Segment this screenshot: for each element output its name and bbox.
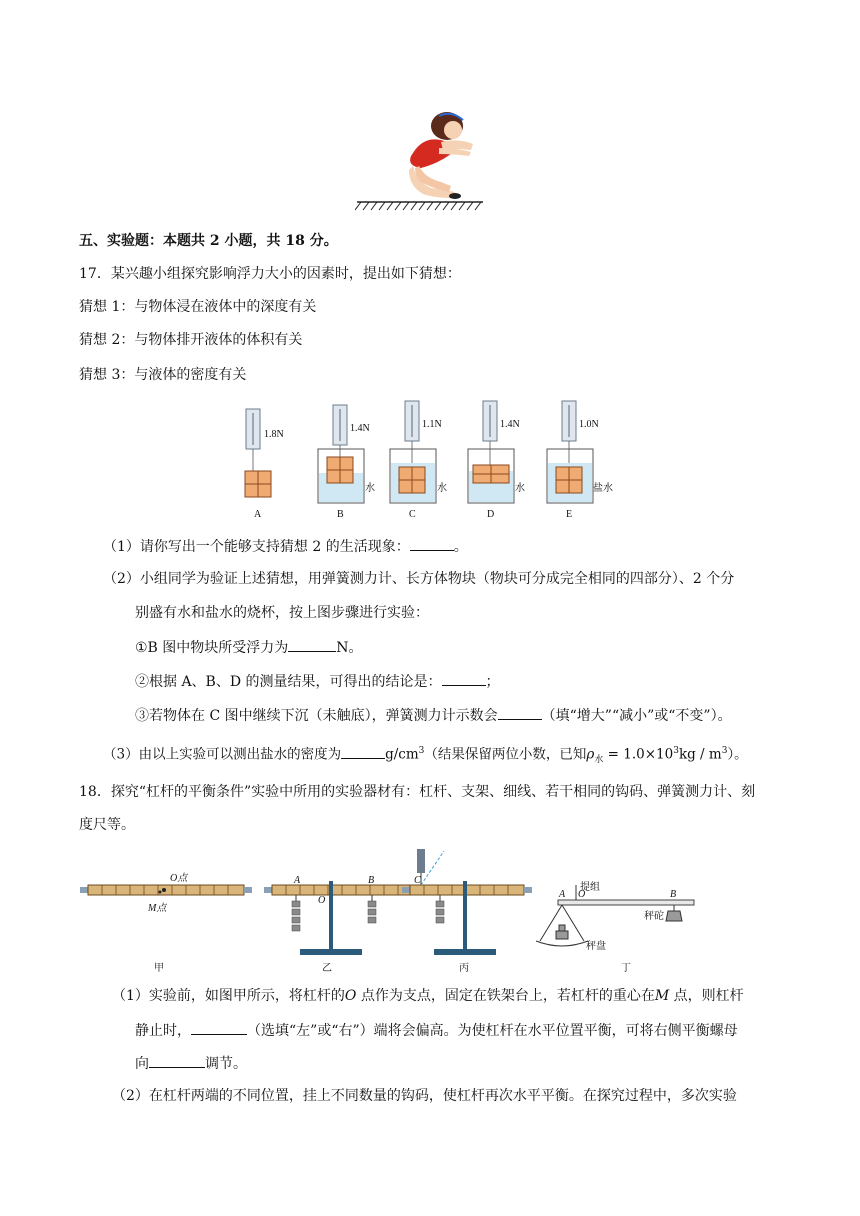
q18-p1-m: M	[654, 988, 670, 1004]
q17-unit-exp: 3	[418, 746, 425, 756]
label-o-point: O点	[170, 873, 188, 884]
caption-b: B	[337, 509, 344, 520]
q17-part-1	[103, 536, 468, 557]
reading-b: 1.4N	[350, 423, 370, 434]
q17-part-2-line-1: （2）小组同学为验证上述猜想，用弹簧测力计、长方体物块（物块可分成完全相同的四部分）、2 个分	[103, 571, 735, 587]
q18-p1-c: 点，则杠杆	[669, 988, 744, 1004]
q17-part-3-note: （结果保留两位小数，已知	[424, 746, 587, 763]
buoyancy-experiment-figure	[230, 395, 630, 525]
reading-c: 1.1N	[422, 419, 442, 430]
q18-p1-a: （1）实验前，如图甲所示，将杠杆的	[112, 988, 345, 1004]
label-ding-a: A	[559, 889, 566, 900]
liquid-d: 水	[515, 483, 525, 494]
caption-e: E	[566, 509, 573, 520]
q18-part-1-line-2	[135, 1020, 738, 1041]
liquid-e: 盐水	[593, 483, 613, 494]
q18-part-1-line-1	[112, 986, 744, 1006]
reading-e: 1.0N	[579, 419, 599, 430]
q18-part-2: （2）在杠杆两端的不同位置，挂上不同数量的钩码，使杠杆再次水平平衡。在探究过程中，多次实验	[112, 1088, 737, 1104]
section-heading: 五、实验题：本题共 2 小题，共 18 分。	[79, 233, 338, 249]
rho-exp: 3	[673, 746, 679, 756]
label-bing-c: C	[414, 875, 421, 886]
q17-sub-2-end: ；	[485, 674, 500, 690]
answer-blank[interactable]	[498, 705, 542, 720]
caption-a: A	[254, 509, 262, 520]
rho-equals: = 1.0×10	[603, 746, 674, 763]
rho-symbol: ρ	[586, 746, 595, 763]
answer-blank[interactable]	[341, 744, 385, 759]
buoyancy-figure-svg	[230, 395, 630, 525]
q17-part-1-text: （1）请你写出一个能够支持猜想 2 的生活现象：	[103, 539, 410, 555]
q17-part-2-line-2: 别盛有水和盐水的烧杯，按上图步骤进行实验：	[135, 605, 429, 621]
q17-sub-3-text: ③若物体在 C 图中继续下沉（未触底），弹簧测力计示数会	[135, 708, 498, 724]
caption-c: C	[409, 509, 416, 520]
q18-p1-f: 向	[135, 1056, 149, 1072]
answer-blank[interactable]	[149, 1053, 205, 1068]
label-yi-a: A	[294, 875, 301, 886]
q17-part-2-sub-1	[135, 637, 363, 658]
caption-yi: 乙	[322, 963, 332, 974]
lever-figures	[78, 845, 704, 975]
label-chengpan: 秤盘	[586, 941, 606, 952]
q17-part-3-unit: g/cm	[385, 746, 419, 763]
answer-blank[interactable]	[191, 1020, 247, 1035]
q18-p1-o: O	[344, 988, 357, 1004]
liquid-c: 水	[437, 483, 447, 494]
answer-blank[interactable]	[410, 536, 454, 551]
reading-d: 1.4N	[500, 419, 520, 430]
q17-sub-3-end: （填“增大”“减小”或“不变”）。	[541, 708, 732, 724]
label-ding-b: B	[670, 889, 677, 900]
caption-d: D	[487, 509, 495, 520]
q18-p1-d: 静止时，	[135, 1023, 191, 1039]
q18-p1-e: （选填“左”或“右”）端将会偏高。为使杠杆在水平位置平衡，可将右侧平衡螺母	[247, 1023, 738, 1039]
q17-part-3-end: ）。	[727, 746, 748, 763]
answer-blank[interactable]	[442, 671, 486, 686]
q17-sub-2-text: ②根据 A、B、D 的测量结果，可得出的结论是：	[135, 674, 442, 690]
label-chengtuo: 秤砣	[644, 911, 664, 922]
q18-stem-line-2: 度尺等。	[79, 817, 135, 833]
rho-sub: 水	[594, 755, 604, 766]
caption-jia: 甲	[154, 963, 164, 974]
q17-guess-3: 猜想 3：与液体的密度有关	[79, 367, 247, 383]
lever-figures-svg	[78, 845, 704, 975]
q18-p1-g: 调节。	[205, 1056, 247, 1072]
rho-units-exp: 3	[721, 746, 728, 756]
q17-sub-1-end: N。	[336, 640, 363, 656]
label-yi-b: B	[368, 875, 375, 886]
q17-part-3-text: （3）由以上实验可以测出盐水的密度为	[103, 746, 342, 763]
q17-guess-1: 猜想 1：与物体浸在液体中的深度有关	[79, 299, 317, 315]
q17-part-2-sub-2	[135, 671, 500, 692]
q18-part-1-line-3	[135, 1053, 247, 1074]
q17-guess-2: 猜想 2：与物体排开液体的体积有关	[79, 332, 303, 348]
q18-p1-b: 点作为支点，固定在铁架台上，若杠杆的重心在	[356, 988, 655, 1004]
label-yi-o: O	[318, 895, 326, 906]
answer-blank[interactable]	[288, 637, 336, 652]
q17-stem: 17．某兴趣小组探究影响浮力大小的因素时，提出如下猜想：	[79, 266, 461, 282]
q17-sub-1-text: ①B 图中物块所受浮力为	[135, 640, 289, 656]
q17-part-2-sub-3	[135, 705, 732, 726]
q17-part-3	[103, 741, 748, 770]
q18-stem-line-1: 18．探究“杠杆的平衡条件”实验中所用的实验器材有：杠杆、支架、细线、若干相同的钩码、弹簧测力计、刻	[79, 784, 756, 800]
girl-jumping-illustration	[355, 108, 485, 212]
caption-ding: 丁	[621, 963, 631, 974]
reading-a: 1.8N	[264, 429, 284, 440]
rho-units: kg / m	[678, 746, 722, 763]
q17-part-1-end: 。	[453, 539, 468, 555]
caption-bing: 丙	[459, 963, 469, 974]
liquid-b: 水	[365, 483, 375, 494]
label-m-point: M点	[148, 903, 167, 914]
label-ding-o: O	[578, 889, 586, 900]
label-tizu: 提组	[580, 882, 600, 893]
